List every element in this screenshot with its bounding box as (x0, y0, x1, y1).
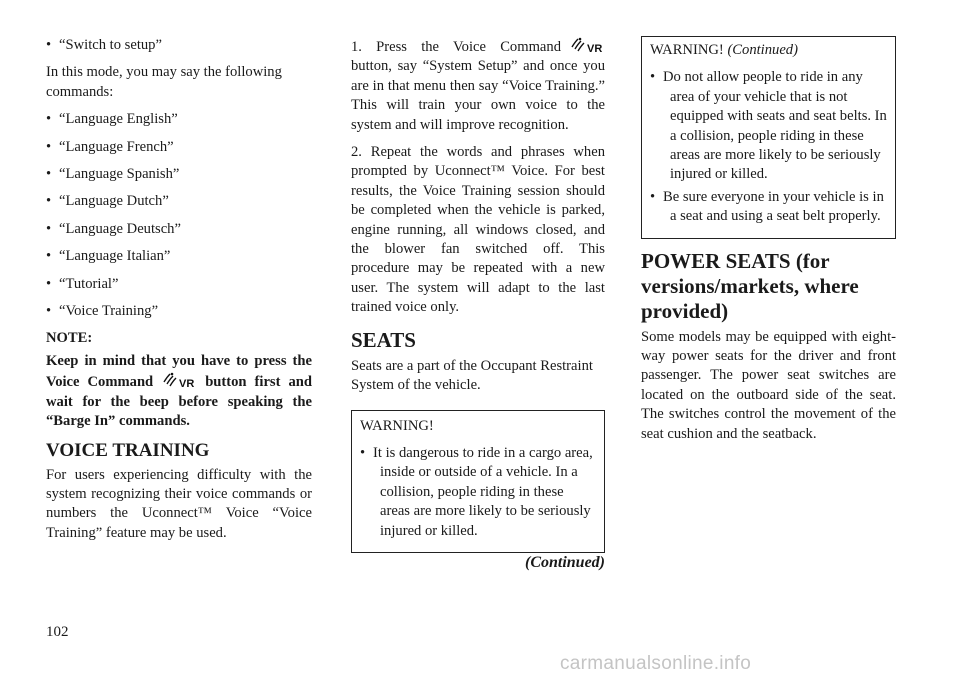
svg-text:VR: VR (179, 378, 195, 390)
note-text: Keep in mind that you have to press the Voice Command VR button first and wait for the beep before speaking the “Barge In” commands. (46, 352, 312, 430)
warning-box (351, 410, 605, 553)
svg-text:VR: VR (587, 43, 603, 54)
command-list (46, 110, 312, 321)
command-switch-to-setup: “Switch to setup” (59, 37, 162, 53)
column-middle (351, 36, 605, 580)
list-item: • “Language Italian” (46, 247, 312, 266)
page-number: 102 (46, 624, 69, 640)
list-item: • Be sure everyone in your vehicle is in a seat and using a seat belt properly. (650, 188, 887, 227)
power-seats-body: Some models may be equipped with eight-way power seats for the driver and front passenger. The power seat switches are located on the outboard side of the seat. The switches control the movement of the seat cushion and the seatback. (641, 328, 896, 442)
note-label: NOTE: (46, 330, 93, 347)
mode-intro-text: In this mode, you may say the following commands: (46, 64, 282, 100)
list-item (46, 36, 312, 55)
list-item: • It is dangerous to ride in a cargo area, inside or outside of a vehicle. In a collision, people riding in these areas are more likely to be seriously injured or killed. (360, 444, 596, 541)
voice-command-icon (161, 371, 197, 389)
warning-title: WARNING! (Continued) (650, 42, 798, 58)
power-seats-heading: POWER SEATS (for versions/markets, where provided) (641, 248, 859, 323)
continued-label: (Continued) (524, 553, 605, 571)
list-item: • “Language French” (46, 138, 312, 157)
list-item: • Do not allow people to ride in any area of your vehicle that is not equipped with seats and seat belts. In a collision, people riding in these areas are more likely to be seriously injured or killed. (650, 68, 887, 184)
list-item: • “Language Dutch” (46, 192, 312, 211)
voice-command-icon (569, 36, 605, 54)
list-item: • “Voice Training” (46, 302, 312, 321)
column-right (641, 36, 896, 452)
list-item: • “Tutorial” (46, 275, 312, 294)
seats-heading: SEATS (351, 327, 416, 352)
step-1-text: 1. Press the Voice Command VR button, say “System Setup” and once you are in that menu then say “Voice Training.” This will train your own voice to the system and will improve recognition. (351, 36, 605, 135)
list-item: • “Language Deutsch” (46, 220, 312, 239)
warning-box-continued (641, 36, 896, 239)
voice-training-heading: VOICE TRAINING (46, 439, 210, 461)
seats-body: Seats are a part of the Occupant Restraint System of the vehicle. (351, 357, 593, 394)
list-item: • “Language English” (46, 110, 312, 129)
watermark: carmanualsonline.info (560, 653, 752, 674)
list-item: • “Language Spanish” (46, 165, 312, 184)
voice-training-body: For users experiencing difficulty with the system recognizing their voice commands or numbers the Uconnect™ Voice “Voice Training” feature may be used. (46, 466, 312, 541)
step-2-text: 2. Repeat the words and phrases when prompted by Uconnect™ Voice. For best results, the Voice Training session should be completed when the vehicle is parked, engine running, all windows closed, and the blower fan switched off. This procedure may be repeated with a new user. The system will adapt to the last trained voice only. (351, 144, 605, 316)
warning-title: WARNING! (360, 417, 434, 434)
column-left (46, 36, 312, 551)
